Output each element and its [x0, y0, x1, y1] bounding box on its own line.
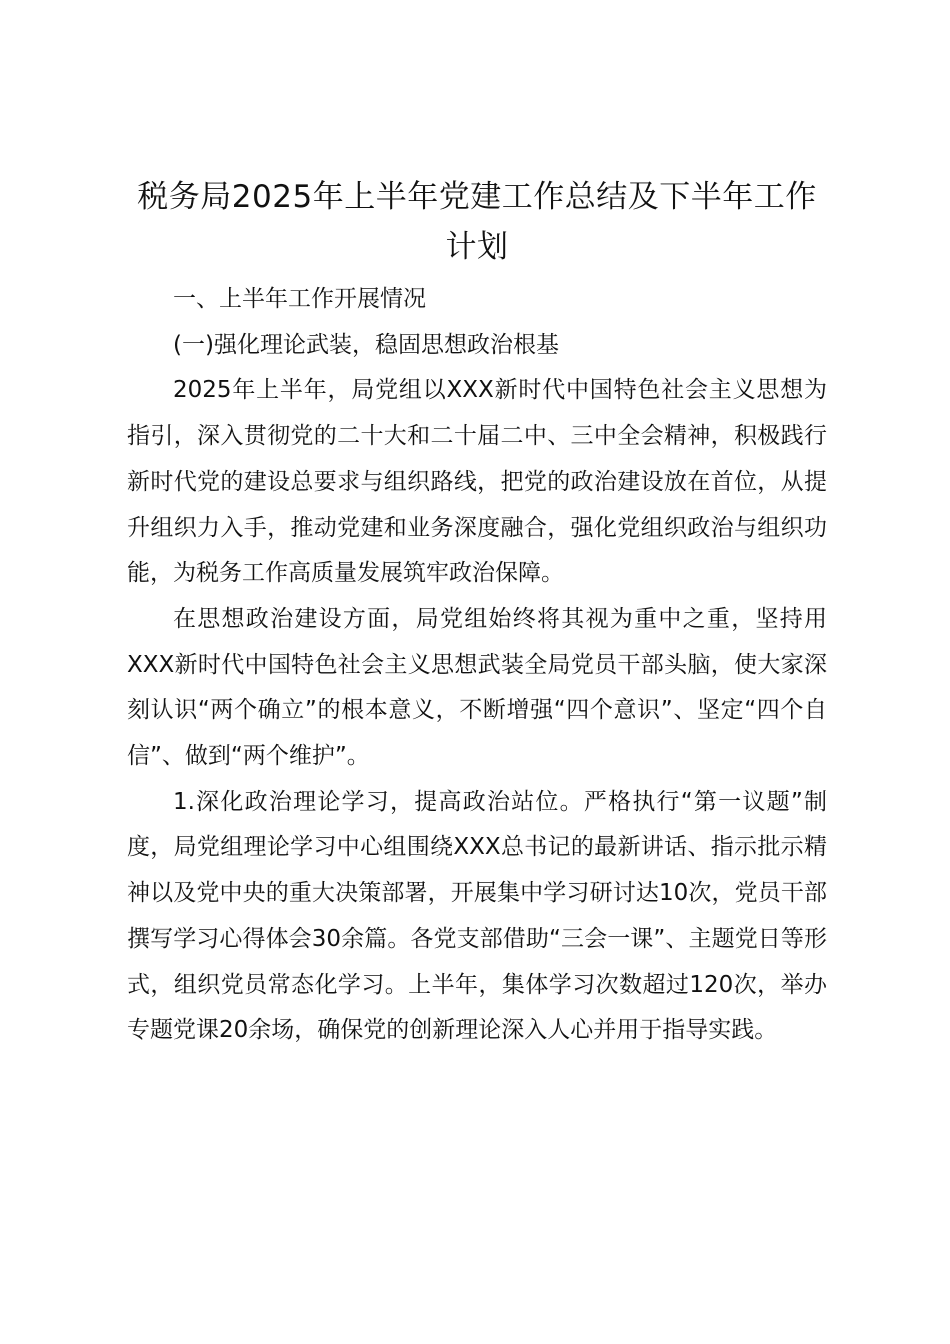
body-paragraph: 2025年上半年，局党组以XXX新时代中国特色社会主义思想为指引，深入贯彻党的二十大和二十届二中、三中全会精神，积极践行新时代党的建设总要求与组织路线，把党的政治建设放在首位，从提升组织力入手，推动党建和业务深度融合，强化党组织政治与组织功能，为税务工作高质量发展筑牢政治保障。: [127, 377, 827, 587]
section-heading: 一、上半年工作开展情况: [173, 286, 426, 312]
document-title: 税务局2025年上半年党建工作总结及下半年工作计划: [137, 179, 817, 265]
subsection-heading: (一)强化理论武装，稳固思想政治根基: [173, 331, 559, 358]
document-body: [127, 277, 827, 1054]
body-paragraph: 在思想政治建设方面，局党组始终将其视为重中之重，坚持用XXX新时代中国特色社会主义思想武装全局党员干部头脑，使大家深刻认识“两个确立”的根本意义，不断增强“四个意识”、坚定“四个自信”、做到“两个维护”。: [127, 605, 827, 770]
body-paragraph: 1.深化政治理论学习，提高政治站位。严格执行“第一议题”制度，局党组理论学习中心组围绕XXX总书记的最新讲话、指示批示精神以及党中央的重大决策部署，开展集中学习研讨达10次，党员干部撰写学习心得体会30余篇。各党支部借助“三会一课”、主题党日等形式，组织党员常态化学习。上半年，集体学习次数超过120次，举办专题党课20余场，确保党的创新理论深入人心并用于指导实践。: [127, 788, 827, 1044]
